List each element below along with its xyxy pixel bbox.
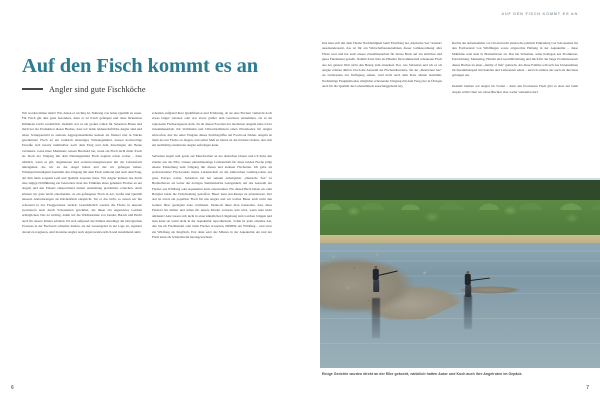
angler-legs [465,285,471,297]
paragraph: Sebastian angelt sehr gerne auf Meerforellen an der deutschen Ostsee und ich liebe den Zander aus der Elbe. Unsere jahrzehntelange Leidenschaft für diese beiden Fische prägt unsere Einstellung zum Umgang mit diesen und anderen Fischarten. Ich gebe als professioneller Fisch-Guide meine Leidenschaft an die zahlreichen Guiding-Gäste aus ganz Europa weiter. Sebastian hat bei seinem Arbeitgeber „Deutsche See“ in Bremerhaven als Leiter der dortigen Seminarküche Gelegenheit, auf das Auswahl der Fischer aus Wildfang oder Aquakultur aktiv einzuwirken. Für diesen Buch haben wir zum Beispiel beide die Entscheidung getroffen, Bauer kein Aal-Rezept zu präsentieren. Der Aal ist etwas ein populärer Fisch für uns Angler und wir wollen Bauer auch nicht den Genuss Ihrer gezeigten Aale vermissen. Dennoch muss man feststellen, dass diese Fischart für immer und selten für unsere Kinder verloren sein wird, wenn man nicht umdenkt! Aale lassen sich nicht in einer künstlichen Umgebung zum Laichen bringen und man kann sie somit nicht in der Aquakultur reproduzieren. Somit ist jeder einzelne Aal, den Sie im Fischhandel oder beim Fischer erwerben, IMMER ein Wildfang – und zwar ein Wildfang als Jungfisch, Erst dann setzt das Mästen in der Aquakultur ein und der Fisch kann als Schlachtreife herangewachsen. [152,154,272,240]
text-column-2 [152,111,272,240]
text-column-3 [322,41,442,90]
photo-angler-1-reflection [372,298,380,338]
subtitle-rule [22,88,43,89]
page-number-right: 7 [586,385,589,391]
page-title: Auf den Fisch kommt es an [22,55,259,77]
text-column-1 [22,111,142,235]
photo-angler-2-reflection [464,295,472,329]
title-block [22,56,322,94]
photo-near-trees [320,200,600,238]
page-subtitle: Angler sind gute Fischköche [49,84,146,94]
photo-angler-1 [372,266,380,293]
running-header: AUF DEN FISCH KOMMT ES AN [501,11,578,16]
angler-legs [373,280,379,292]
page-number-left: 6 [11,385,14,391]
photo-angler-2 [464,271,472,295]
paragraph: Rechte der Arbeitnehmer vor Ort und nicht zuletzt die peinlich Einhaltung von Schonzeiten für den Fortbestand von Wildfängen sowie artgerechte Haltung in der Aquakultur – diese Maßstäbe setzt man in Bremerhaven an. Das hat Sebastian, seine Kollegen aus Produktion, Entwicklung, Marketing, Handel und Geschäftsleitung und mich für die lange Produktionszeit dieses Buches zu einer „family of fish“ gemacht. Als diese Familie will sich das Unternehmen im Zusammenspiel mit Kunden und Lieferanten sehen – und ich schätze das auch als durchaus gelungen ein. [452,41,578,78]
subtitle-row [22,85,322,94]
paragraph: Das man sich mit dem Thema Nachhaltigkeit beim Fischfang bei „Deutsche See“ intensiv auseinandersetzt, das ist für ein Wirtschaftsunternehmen dieser Größenordnung aller Ehren wert und hat auch unsere Zusammenarbeit für dieses Buch auf ein ehrliches und gutes Fundament gestellt. Natürlich hat man als Händler für kommerziell erbeuteten Fisch aus der ganzen Welt nicht den Bezug zum einzelnen Tier, wie Sebastian und ich es als Angler erleben dürfen. Doch die Auswahl der Fischereibetriebe, die der „Deutschen See“ als Lieferanten zur Verfügung stehen, wird nicht nach dem Preis alleine bestimmt. Nachhaltige Fangmethoden, möglichst schonender Umgang mit dem Fang (der in Übrigen auch für die Qualität des Lebensmittels ausschlaggebend ist), [322,41,442,89]
photo-image [320,178,600,368]
paragraph: Wir werden immer mehr! Wir, denen es wichtig ist, Nahrung von hoher Qualität zu essen. Für Fisch gilt dies ganz besonders, denn er ist frisch gefangen und ohne lückenlose Kühlkette leicht verderblich. Deshalb war es ein großes Glück für Sebastian Braun und mich bei der Produktion dieses Buches, dass wir beide leidenschaftliche Angler sind und unser Schuppenwild in anderen Aggregatzuständen kennen als filetiert und in Stücke geschnitten! Fisch ist ein wahrhaft lebendiges Nahrungsmittel, dessen hochwertige Eiweiße sich bereits unmittelbar nach dem Fang und dem Abschlagen der Beute verändern. Ganz klare Merkmale wissen Bescheid bei, wenn ein Fisch nicht mehr frisch ist. Doch der Umgang mit dem Nahrungsmittel Fisch beginnt schon vorher – dann nämlich, wenn es gilt, angemessen und verantwortungsbewusst mit der Lebensform umzugehen, die wir an der Angel haben und das wir gefangen haben. Windgeschwindigkeit bestimmt den Umgang mit dem Fisch während und nach dem Fang, der ihm mein sorgsam Leid und Qualität ersparen muss. Wir Angler können das durch eine zügige Drillführung zur beurteilen: man das Ermüden eines gehakten Fisches an der Angel) und den Einsatz entsprechend starker Ausrüstung problemlos erreichen. Auch können wir ganz leicht entscheiden, ob ein gefangener Fisch in Art, Größe und Qualität unseren Anforderungen als Küchenfisch entspricht. Tut er das nicht, so setzen wir ihn schonend in das Fanggewässer zurück. Grundsätzlich werden die Fische in unseren Gewässern auch durch Schonzeiten geschützt, die ihnen ein ungestörtes Laichen ermöglichen. Das ist wichtig, damit wir die Wildbestände von Zander, Barsch und Hecht auch für unsere Kinder erhalten. Da sich aufgrund des Klimas allerdings die biologischen Prozesse in der Fischwelt schneller ändern, als der Gesetzgeber in der Lage ist, reguliert darauf zu reagieren, sind moderne Angler auch eigenverantwortlich und zunehmend aktiv. [22,111,142,234]
photo-caption: Einige Gerichte wurden direkt an der Elbe gekocht, natürlich hatten Autor und Koch auch ihre Angelruten im Gepäck. [322,372,523,376]
text-column-4 [452,41,578,95]
paragraph: scheiden aufgrund ihrer Qualifikation und Erfahrung, ob sie eine Fischart vielleicht doch etwas länger schonen oder erst etwas größer dem Gewässer entnehmen, als es im regionalen Fischereigesetz steht. Zu all diesen Facetten der modernen Angelei habe ich in Zusammenarbeit mit Verbänden und Umweltschützern einen Ehrenkodex für Angler entworfen, den Sie unter Eingabe dieses Suchbegriffes auf Facebook finden. Angeln ist mehr als nur Fische zu fangen, und selbst Maß zu halten ist die höchste Ordens, den sich ein nachhaltig orientierter Angler auferlegen kann. [152,111,272,148]
photo-anglers-at-elbe [320,178,600,368]
paragraph: Deshalb bleiben wir Angler im Vorteil – denn den frischesten Fisch gibt es eben nur beim Angler selbst! Den wir unverfälschter aber weder verkaufen darf. [452,84,578,94]
